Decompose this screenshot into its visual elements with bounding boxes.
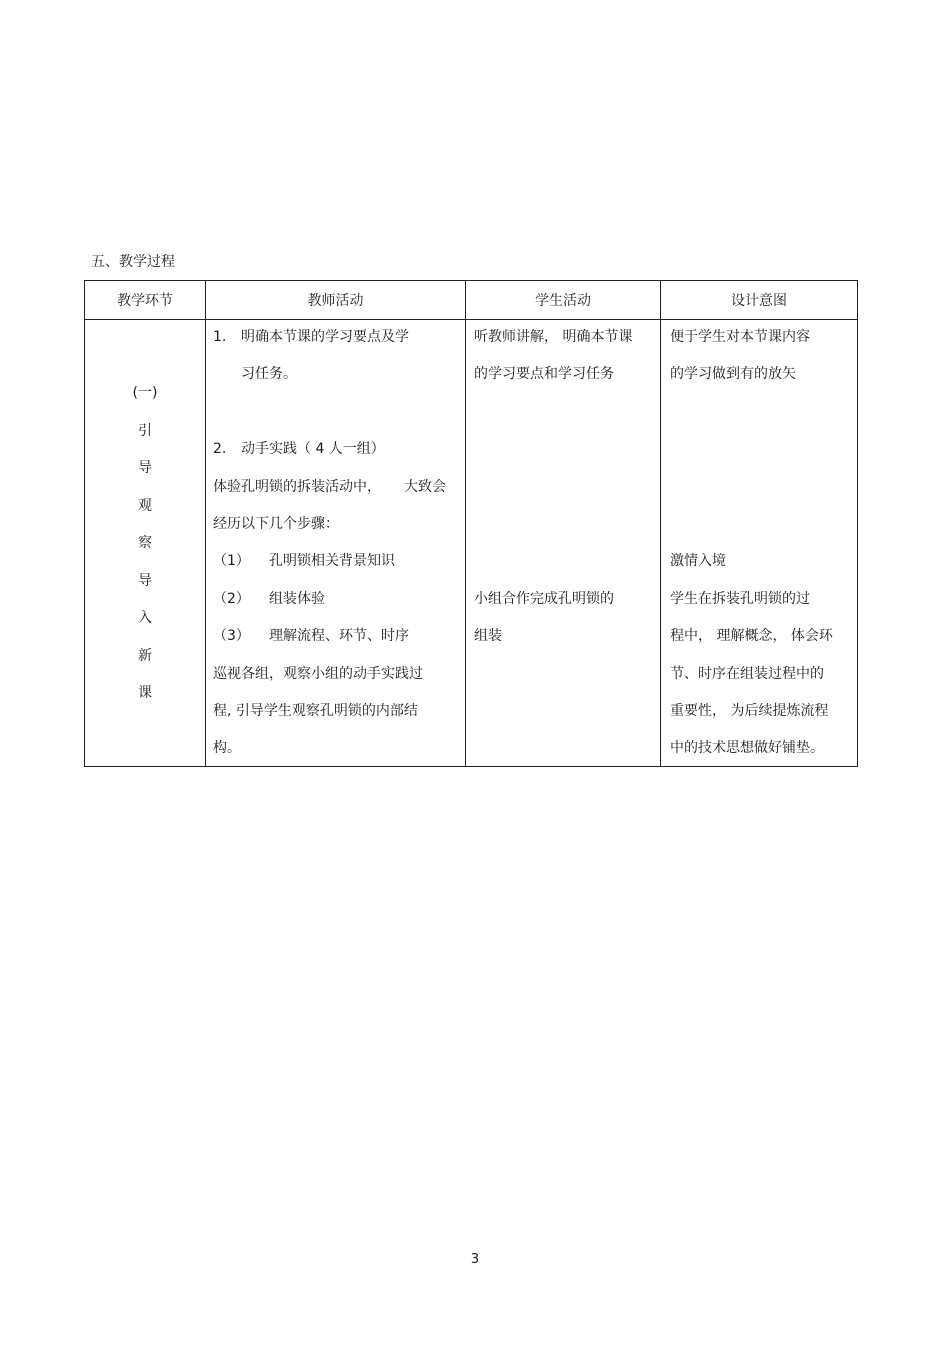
stage-char: 观: [138, 497, 152, 514]
teacher-desc-line1-a: 体验孔明锁的拆装活动中，: [213, 479, 381, 495]
header-design-intent: 设计意图: [661, 281, 858, 320]
student-line3: 小组合作完成孔明锁的: [474, 591, 614, 607]
teacher-item1-num: 1.: [213, 329, 227, 345]
stage-char: 导: [138, 572, 152, 589]
stage-char: (一): [132, 385, 158, 401]
section-title: 五、教学过程: [91, 254, 175, 270]
teacher-activity-cell: [206, 320, 466, 767]
design-line7: 重要性， 为后续提炼流程: [670, 703, 829, 719]
stage-char: 入: [138, 610, 152, 626]
teacher-step3-num: （3）: [213, 628, 250, 644]
teacher-item2-num: 2.: [213, 441, 227, 457]
header-teacher-activity: 教师活动: [206, 281, 466, 320]
header-stage: 教学环节: [85, 281, 206, 320]
student-line2: 的学习要点和学习任务: [474, 366, 614, 382]
design-line6: 节、时序在组装过程中的: [670, 666, 824, 682]
design-line3: 激情入境: [670, 553, 726, 569]
teacher-step2-text: 组装体验: [269, 591, 325, 607]
stage-char: 察: [138, 535, 152, 551]
teacher-step1-text: 孔明锁相关背景知识: [269, 553, 395, 569]
teacher-step1-num: （1）: [213, 553, 250, 569]
teacher-step3-text: 理解流程、环节、时序: [269, 628, 409, 644]
teacher-item2-text: 动手实践（ 4 人一组）: [241, 441, 385, 457]
design-intent-cell: [661, 320, 858, 767]
stage-cell: [85, 320, 206, 767]
teacher-tour-line2: 程, 引导学生观察孔明锁的内部结: [213, 703, 418, 719]
stage-label: [85, 382, 205, 720]
design-line5: 程中， 理解概念， 体会环: [670, 628, 833, 644]
teaching-process-table: [84, 280, 858, 767]
stage-char: 引: [138, 422, 152, 439]
table-row: [85, 320, 858, 767]
table-header-row: [85, 281, 858, 320]
design-line4: 学生在拆装孔明锁的过: [670, 591, 810, 607]
student-activity-cell: [466, 320, 661, 767]
design-line2: 的学习做到有的放矢: [670, 366, 796, 382]
student-line4: 组装: [474, 628, 502, 644]
design-line8: 中的技术思想做好铺垫。: [670, 740, 824, 756]
design-line1: 便于学生对本节课内容: [670, 329, 810, 345]
teacher-item1-line1: 明确本节课的学习要点及学: [241, 329, 409, 345]
student-line1: 听教师讲解， 明确本节课: [474, 329, 633, 345]
teacher-desc-line2: 经历以下几个步骤：: [213, 516, 339, 532]
page-number: 3: [470, 1252, 480, 1267]
stage-char: 新: [138, 647, 152, 664]
teacher-step2-num: （2）: [213, 591, 250, 607]
teacher-tour-line1: 巡视各组，观察小组的动手实践过: [213, 666, 423, 682]
teacher-tour-line3: 构。: [213, 740, 241, 756]
header-student-activity: 学生活动: [466, 281, 661, 320]
teacher-desc-line1-b: 大致会: [404, 479, 446, 495]
stage-char: 课: [138, 685, 152, 701]
teacher-item1-line2: 习任务。: [241, 366, 297, 382]
stage-char: 导: [138, 460, 152, 476]
